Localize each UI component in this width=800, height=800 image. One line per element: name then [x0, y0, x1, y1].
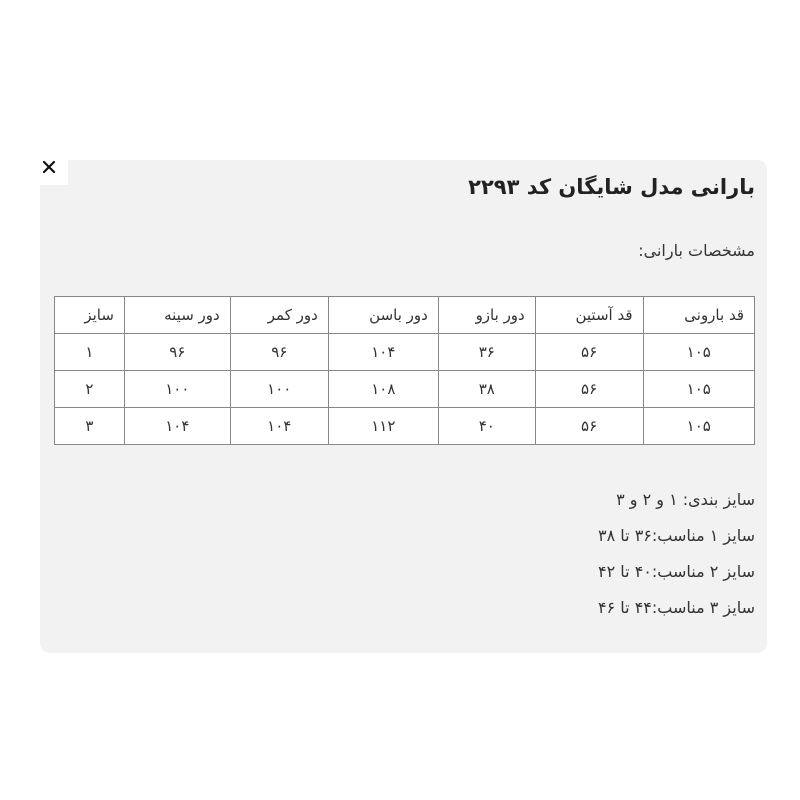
- size-notes: [54, 482, 755, 626]
- column-header-arm-circumference: دور بازو: [438, 297, 535, 334]
- column-header-coat-length: قد بارونی: [643, 297, 755, 334]
- column-header-chest-circumference: دور سینه: [124, 297, 230, 334]
- table-cell: ۱۰۸: [328, 371, 438, 408]
- table-cell: ۱۰۴: [328, 334, 438, 371]
- table-header-row: [55, 297, 755, 334]
- column-header-sleeve-length: قد آستین: [535, 297, 643, 334]
- close-button[interactable]: [30, 149, 68, 185]
- table-cell: ۳۶: [438, 334, 535, 371]
- table-row: [55, 408, 755, 445]
- table-row: [55, 334, 755, 371]
- column-header-size: سایز: [55, 297, 125, 334]
- table-cell: ۱: [55, 334, 125, 371]
- table-cell: ۹۶: [124, 334, 230, 371]
- size-table: [54, 296, 755, 445]
- table-cell: ۱۰۴: [230, 408, 328, 445]
- table-cell: ۱۰۴: [124, 408, 230, 445]
- table-cell: ۲: [55, 371, 125, 408]
- table-cell: ۱۱۲: [328, 408, 438, 445]
- table-cell: ۱۰۰: [124, 371, 230, 408]
- column-header-waist-circumference: دور کمر: [230, 297, 328, 334]
- table-cell: ۱۰۵: [643, 408, 755, 445]
- product-info-dialog: [40, 160, 767, 653]
- table-cell: ۵۶: [535, 371, 643, 408]
- table-cell: ۴۰: [438, 408, 535, 445]
- note-size-2: سایز ۲ مناسب:۴۰ تا ۴۲: [598, 562, 755, 581]
- table-row: [55, 371, 755, 408]
- table-cell: ۳: [55, 408, 125, 445]
- table-cell: ۵۶: [535, 408, 643, 445]
- table-cell: ۱۰۰: [230, 371, 328, 408]
- table-cell: ۹۶: [230, 334, 328, 371]
- note-sizing: سایز بندی: ۱ و ۲ و ۳: [616, 490, 755, 509]
- dialog-title: بارانی مدل شایگان کد ۲۲۹۳: [468, 175, 755, 199]
- dialog-content: [54, 172, 755, 626]
- table-cell: ۱۰۵: [643, 334, 755, 371]
- table-cell: ۳۸: [438, 371, 535, 408]
- note-size-1: سایز ۱ مناسب:۳۶ تا ۳۸: [598, 526, 755, 545]
- note-size-3: سایز ۳ مناسب:۴۴ تا ۴۶: [598, 598, 755, 617]
- close-icon: [42, 160, 56, 174]
- specs-heading: مشخصات بارانی:: [638, 241, 755, 260]
- table-cell: ۱۰۵: [643, 371, 755, 408]
- column-header-hip-circumference: دور باسن: [328, 297, 438, 334]
- table-cell: ۵۶: [535, 334, 643, 371]
